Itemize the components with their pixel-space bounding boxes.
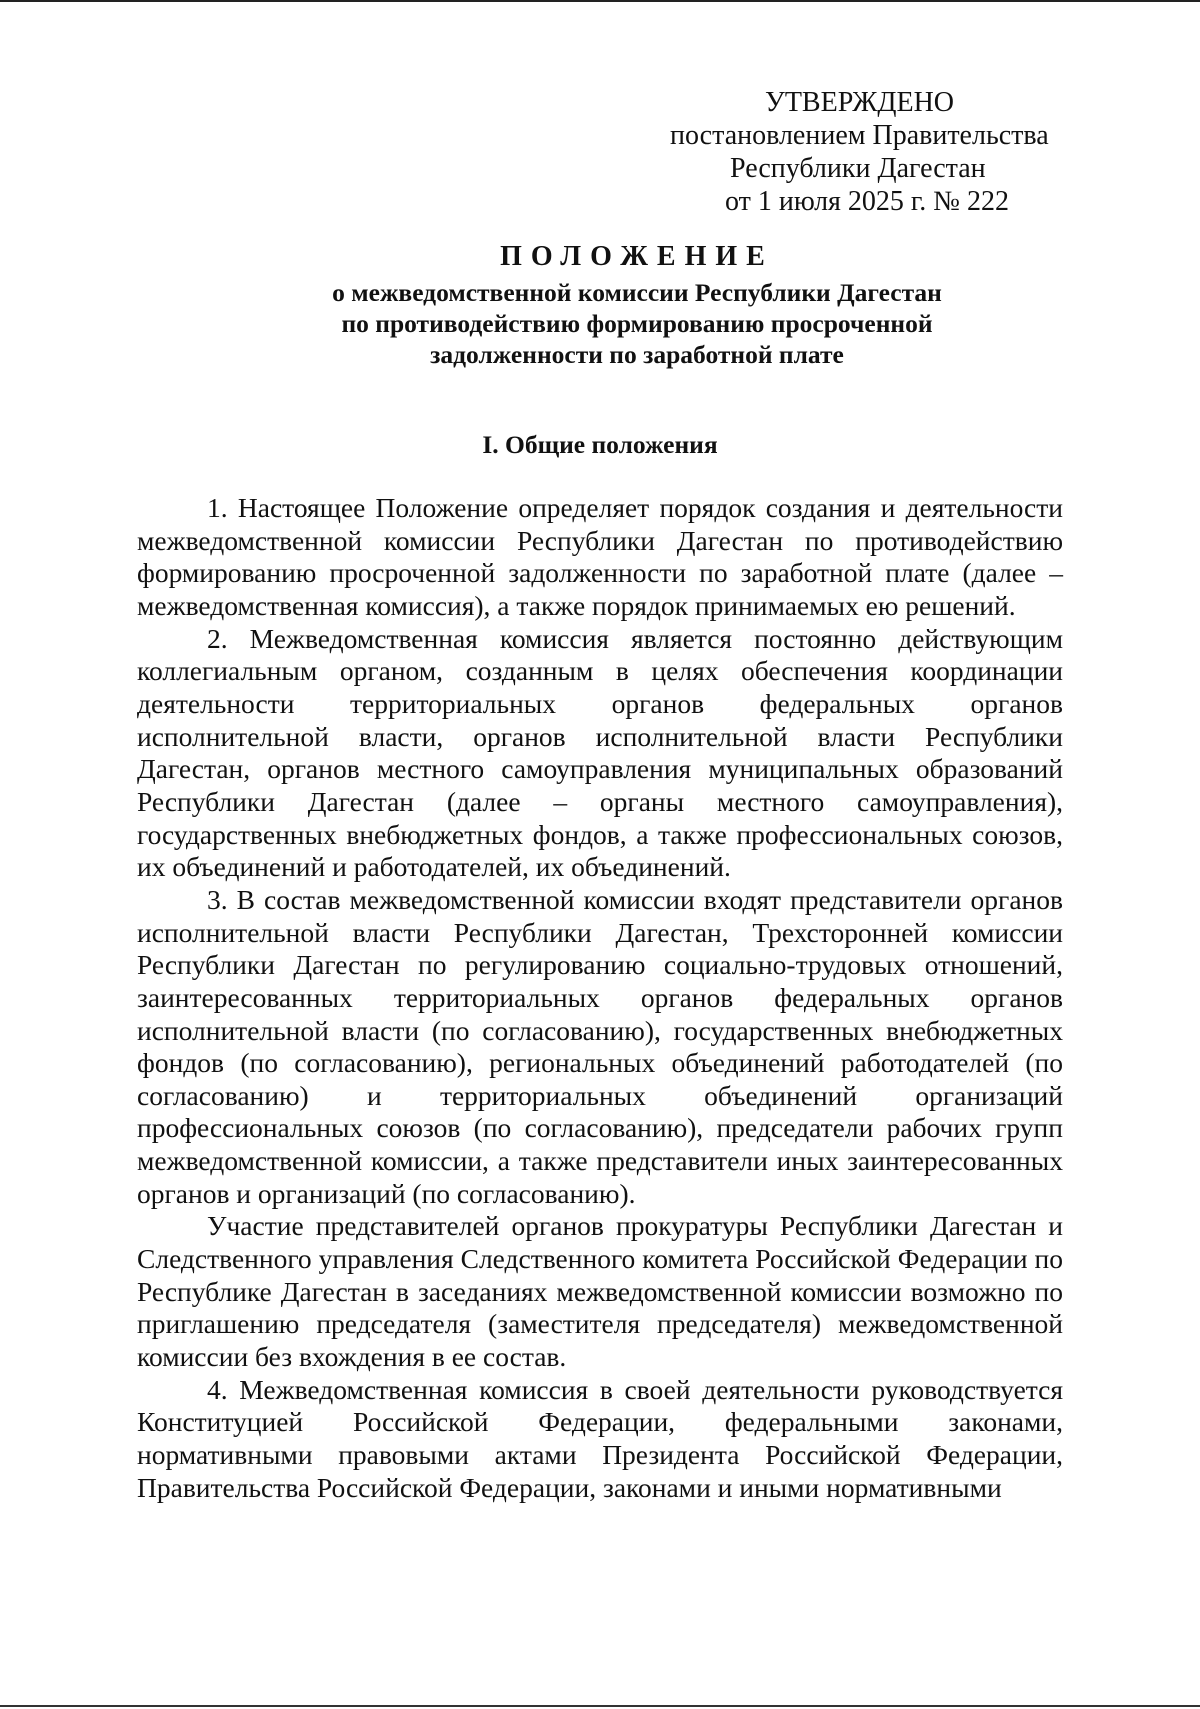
paragraph-3: 3. В состав межведомственной комиссии входят представители органов исполнительной власти Республики Дагестан, Трехсторонней комиссии Республики Дагестан по регулированию социально-трудовых отношений, заинтересованных территориальных органов федеральных органов исполнительной власти (по согласованию), государственных внебюджетных фондов (по согласованию), региональных объединений работодателей (по согласованию) и территориальных объединений организаций профессиональных союзов (по согласованию), председатели рабочих групп межведомственной комиссии, а также представители иных заинтересованных органов и организаций (по согласованию).	[137, 883, 1063, 1209]
section-heading: I. Общие положения	[482, 430, 718, 459]
approval-stamp-block	[640, 86, 1070, 218]
approval-line-approved: УТВЕРЖДЕНО	[765, 87, 955, 118]
page-top-edge	[0, 0, 1200, 2]
subtitle-line-2: по противодействию формированию просроченной	[341, 309, 933, 338]
document-subtitle	[230, 277, 1044, 370]
page-bottom-edge	[0, 1705, 1200, 1707]
approval-line-resolution: постановлением Правительства	[670, 120, 1049, 151]
subtitle-line-1: о межведомственной комиссии Республики Дагестан	[332, 278, 942, 307]
document-title: ПОЛОЖЕНИЕ	[500, 241, 774, 272]
paragraph-1: 1. Настоящее Положение определяет порядок создания и деятельности межведомственной комиссии Республики Дагестан по противодействию формированию просроченной задолженности по заработной плате (далее – межведомственная комиссия), а также порядок принимаемых ею решений.	[137, 492, 1063, 621]
paragraph-4: 4. Межведомственная комиссия в своей деятельности руководствуется Конституцией Российской Федерации, федеральными законами, нормативными правовыми актами Президента Российской Федерации, Правительства Российской Федерации, законами и иными нормативными	[137, 1373, 1063, 1503]
document-body	[137, 492, 1063, 1504]
paragraph-2: 2. Межведомственная комиссия является постоянно действующим коллегиальным органом, созданным в целях обеспечения координации деятельности территориальных органов федеральных органов исполнительной власти, органов исполнительной власти Республики Дагестан, органов местного самоуправления муниципальных образований Республики Дагестан (далее – органы местного самоуправления), государственных внебюджетных фондов, а также профессиональных союзов, их объединений и работодателей, их объединений.	[137, 622, 1063, 883]
subtitle-line-3: задолженности по заработной плате	[430, 340, 844, 369]
paragraph-3-continuation: Участие представителей органов прокуратуры Республики Дагестан и Следственного управления Следственного комитета Российской Федерации по Республике Дагестан в заседаниях межведомственной комиссии возможно по приглашению председателя (заместителя председателя) межведомственной комиссии без вхождения в ее состав.	[137, 1210, 1063, 1373]
approval-line-date-number: от 1 июля 2025 г. № 222	[725, 186, 1009, 217]
approval-line-republic: Республики Дагестан	[730, 153, 986, 184]
